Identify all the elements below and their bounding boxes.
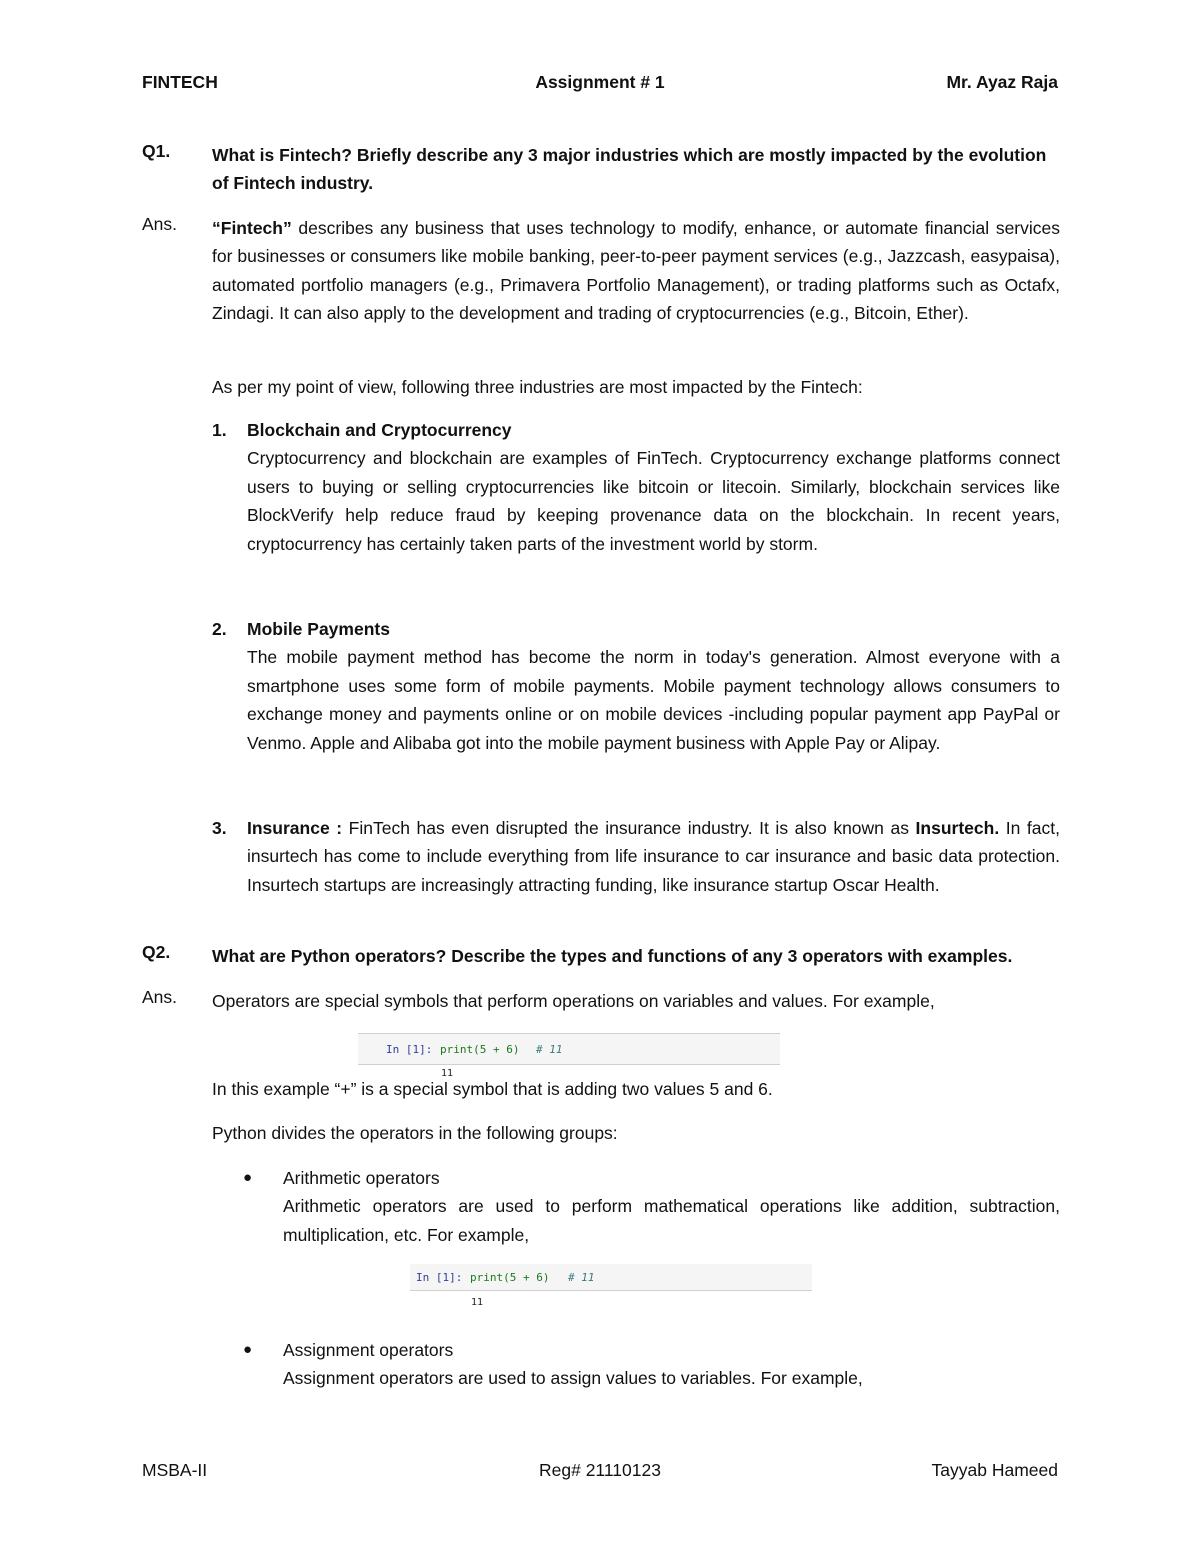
item-body: The mobile payment method has become the norm in today's generation. Almost everyone with a smartphone uses some form of mobile payments. Mobile payment technology allows consumers to exchange money and payments online or on mobile devices -including popular payment app PayPal or Venmo. Apple and Alibaba got into the mobile payment business with Apple Pay or Alipay. xyxy=(247,647,1060,753)
item-title: Blockchain and Cryptocurrency xyxy=(247,420,512,440)
q1-label: Q1. xyxy=(142,141,171,161)
q2-question xyxy=(142,942,1060,970)
bullet-assignment xyxy=(243,1336,1060,1393)
fintech-term: “Fintech” xyxy=(212,218,292,238)
cell-comment: # 11 xyxy=(536,1043,563,1056)
bullet-arithmetic xyxy=(243,1164,1060,1249)
item-number: 1. xyxy=(212,420,227,440)
footer-program: MSBA-II xyxy=(142,1460,208,1480)
header-course: FINTECH xyxy=(142,72,218,92)
item-body: Insurance : FinTech has even disrupted the insurance industry. It is also known as Insurtech. In fact, insurtech has come to include everything from life insurance to car insurance and basic data protection. Insurtech startups are increasingly attracting funding, like insurance startup Oscar Health. xyxy=(247,818,1060,895)
q1-ans-label: Ans. xyxy=(142,214,178,234)
q1-answer-body: describes any business that uses technology to modify, enhance, or automate financial services for businesses or consumers like mobile banking, peer-to-peer payment services (e.g., Jazzcash, easypaisa), automated portfolio managers (e.g., Primavera Portfolio Management), or trading platforms such as Octafx, Zindagi. It can also apply to the development and trading of cryptocurrencies (e.g., Bitcoin, Ether). xyxy=(212,218,1060,324)
q2-answer-text: Operators are special symbols that perform operations on variables and values. For example, xyxy=(212,991,935,1011)
item-title: Insurance : xyxy=(247,818,343,838)
footer-reg: Reg# 21110123 xyxy=(539,1460,661,1480)
cell-code: print(5 + 6) xyxy=(470,1271,550,1284)
q2-question-text: What are Python operators? Describe the types and functions of any 3 operators with examples. xyxy=(212,946,1013,966)
q2-ans-label: Ans. xyxy=(142,987,178,1007)
cell-output-1: 11 xyxy=(441,1068,454,1079)
insurtech-term: Insurtech. xyxy=(915,818,1000,838)
cell-output-2: 11 xyxy=(471,1297,484,1308)
header-assignment: Assignment # 1 xyxy=(535,72,665,92)
q1-question-text: What is Fintech? Briefly describe any 3 major industries which are mostly impacted by the evolution of Fintech industry. xyxy=(212,145,1047,194)
footer-student: Tayyab Hameed xyxy=(931,1460,1058,1480)
bullet-body: Arithmetic operators are used to perform mathematical operations like addition, subtraction, multiplication, etc. For example, xyxy=(283,1196,1060,1245)
industry-item-3 xyxy=(212,814,1060,899)
groups-intro: Python divides the operators in the following groups: xyxy=(212,1123,618,1143)
q1-question xyxy=(142,141,1060,198)
cell-prompt: In [1]: xyxy=(416,1271,463,1284)
q1-intro: As per my point of view, following three industries are most impacted by the Fintech: xyxy=(212,377,863,397)
q2-answer xyxy=(142,987,1060,1015)
industry-item-2 xyxy=(212,615,1060,757)
item-number: 2. xyxy=(212,619,227,639)
item-number: 3. xyxy=(212,818,227,838)
cell-code: print(5 + 6) xyxy=(440,1043,520,1056)
cell-prompt: In [1]: xyxy=(386,1043,433,1056)
q2-label: Q2. xyxy=(142,942,171,962)
page-header xyxy=(142,72,1058,93)
code-cell-2 xyxy=(410,1264,812,1291)
bullet-dot: ● xyxy=(243,1169,253,1186)
cell-comment: # 11 xyxy=(568,1271,595,1284)
header-instructor: Mr. Ayaz Raja xyxy=(946,72,1058,92)
code-cell-1 xyxy=(358,1033,780,1065)
bullet-dot: ● xyxy=(243,1341,253,1358)
page-footer xyxy=(142,1460,1058,1481)
bullet-title: Arithmetic operators xyxy=(283,1168,440,1188)
industry-item-1 xyxy=(212,416,1060,558)
item-title: Mobile Payments xyxy=(247,619,390,639)
q1-answer-text xyxy=(212,214,1060,328)
q1-answer xyxy=(142,214,1060,328)
example-explanation: In this example “+” is a special symbol that is adding two values 5 and 6. xyxy=(212,1079,773,1099)
item-body: Cryptocurrency and blockchain are examples of FinTech. Cryptocurrency exchange platforms connect users to buying or selling cryptocurrencies like bitcoin or litecoin. Similarly, blockchain services like BlockVerify help reduce fraud by keeping provenance data on the blockchain. In recent years, cryptocurrency has certainly taken parts of the investment world by storm. xyxy=(247,448,1060,554)
bullet-body: Assignment operators are used to assign values to variables. For example, xyxy=(283,1368,863,1389)
bullet-title: Assignment operators xyxy=(283,1340,454,1360)
